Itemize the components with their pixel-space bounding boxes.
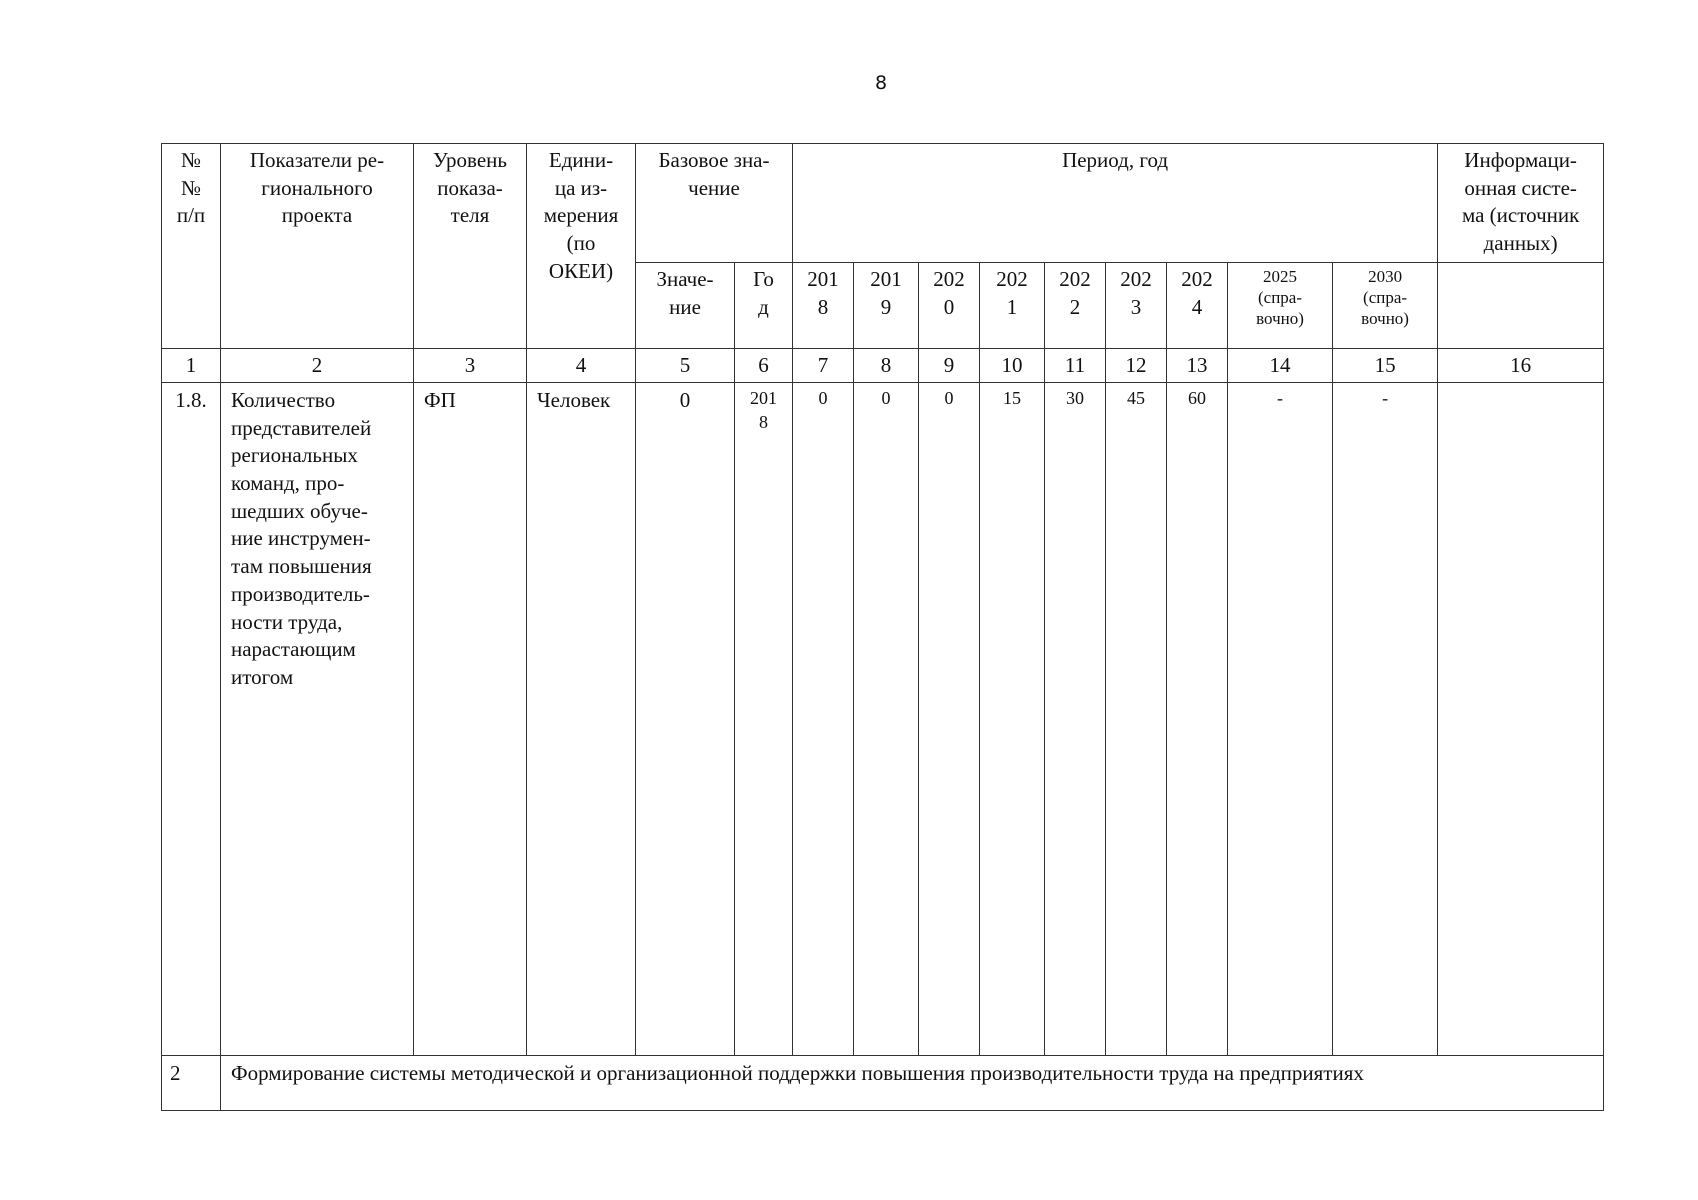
row-value: 30 <box>1045 382 1106 1055</box>
header-period: Период, год <box>793 144 1438 263</box>
header-base-year: Го д <box>735 262 793 348</box>
column-number: 9 <box>919 348 980 382</box>
column-number: 2 <box>221 348 414 382</box>
column-number: 4 <box>527 348 636 382</box>
column-number: 13 <box>1167 348 1228 382</box>
column-number: 8 <box>854 348 919 382</box>
header-indicators: Показатели ре- гионального проекта <box>221 144 414 349</box>
header-year: 202 1 <box>980 262 1045 348</box>
column-number: 7 <box>793 348 854 382</box>
column-number: 1 <box>162 348 221 382</box>
column-number: 6 <box>735 348 793 382</box>
header-year: 202 4 <box>1167 262 1228 348</box>
page-number: 8 <box>874 72 888 94</box>
section-num: 2 <box>162 1055 221 1110</box>
row-value-2025: - <box>1228 382 1333 1055</box>
column-number: 16 <box>1438 348 1604 382</box>
header-year: 202 2 <box>1045 262 1106 348</box>
column-number: 14 <box>1228 348 1333 382</box>
header-year: 201 9 <box>854 262 919 348</box>
row-value: 0 <box>919 382 980 1055</box>
row-unit: Человек <box>527 382 636 1055</box>
header-base: Базовое зна- чение <box>636 144 793 263</box>
row-indicator: Количество представителей региональных команд, про- шедших обуче- ние инструмен- там повышения производитель- ности труда, нарастающим итогом <box>221 382 414 1055</box>
header-year-2030: 2030 (спра- вочно) <box>1333 262 1438 348</box>
header-info: Информаци- онная систе- ма (источник данных) <box>1438 144 1604 263</box>
header-year: 202 0 <box>919 262 980 348</box>
header-num: № № п/п <box>162 144 221 349</box>
row-value: 60 <box>1167 382 1228 1055</box>
column-number: 10 <box>980 348 1045 382</box>
column-number: 15 <box>1333 348 1438 382</box>
column-number: 12 <box>1106 348 1167 382</box>
row-level: ФП <box>414 382 527 1055</box>
row-info <box>1438 382 1604 1055</box>
header-year: 201 8 <box>793 262 854 348</box>
header-info-empty <box>1438 262 1604 348</box>
row-base-value: 0 <box>636 382 735 1055</box>
column-number: 11 <box>1045 348 1106 382</box>
row-base-year: 201 8 <box>735 382 793 1055</box>
row-value: 15 <box>980 382 1045 1055</box>
header-year-2025: 2025 (спра- вочно) <box>1228 262 1333 348</box>
row-value: 45 <box>1106 382 1167 1055</box>
row-value-2030: - <box>1333 382 1438 1055</box>
header-level: Уровень показа- теля <box>414 144 527 349</box>
header-base-value: Значе- ние <box>636 262 735 348</box>
section-title: Формирование системы методической и организационной поддержки повышения производительности труда на предприятиях <box>221 1055 1604 1110</box>
row-value: 0 <box>854 382 919 1055</box>
indicators-table <box>161 143 1604 1111</box>
column-number: 5 <box>636 348 735 382</box>
row-num: 1.8. <box>162 382 221 1055</box>
header-year: 202 3 <box>1106 262 1167 348</box>
row-value: 0 <box>793 382 854 1055</box>
header-unit: Едини- ца из- мерения (по ОКЕИ) <box>527 144 636 349</box>
column-number: 3 <box>414 348 527 382</box>
